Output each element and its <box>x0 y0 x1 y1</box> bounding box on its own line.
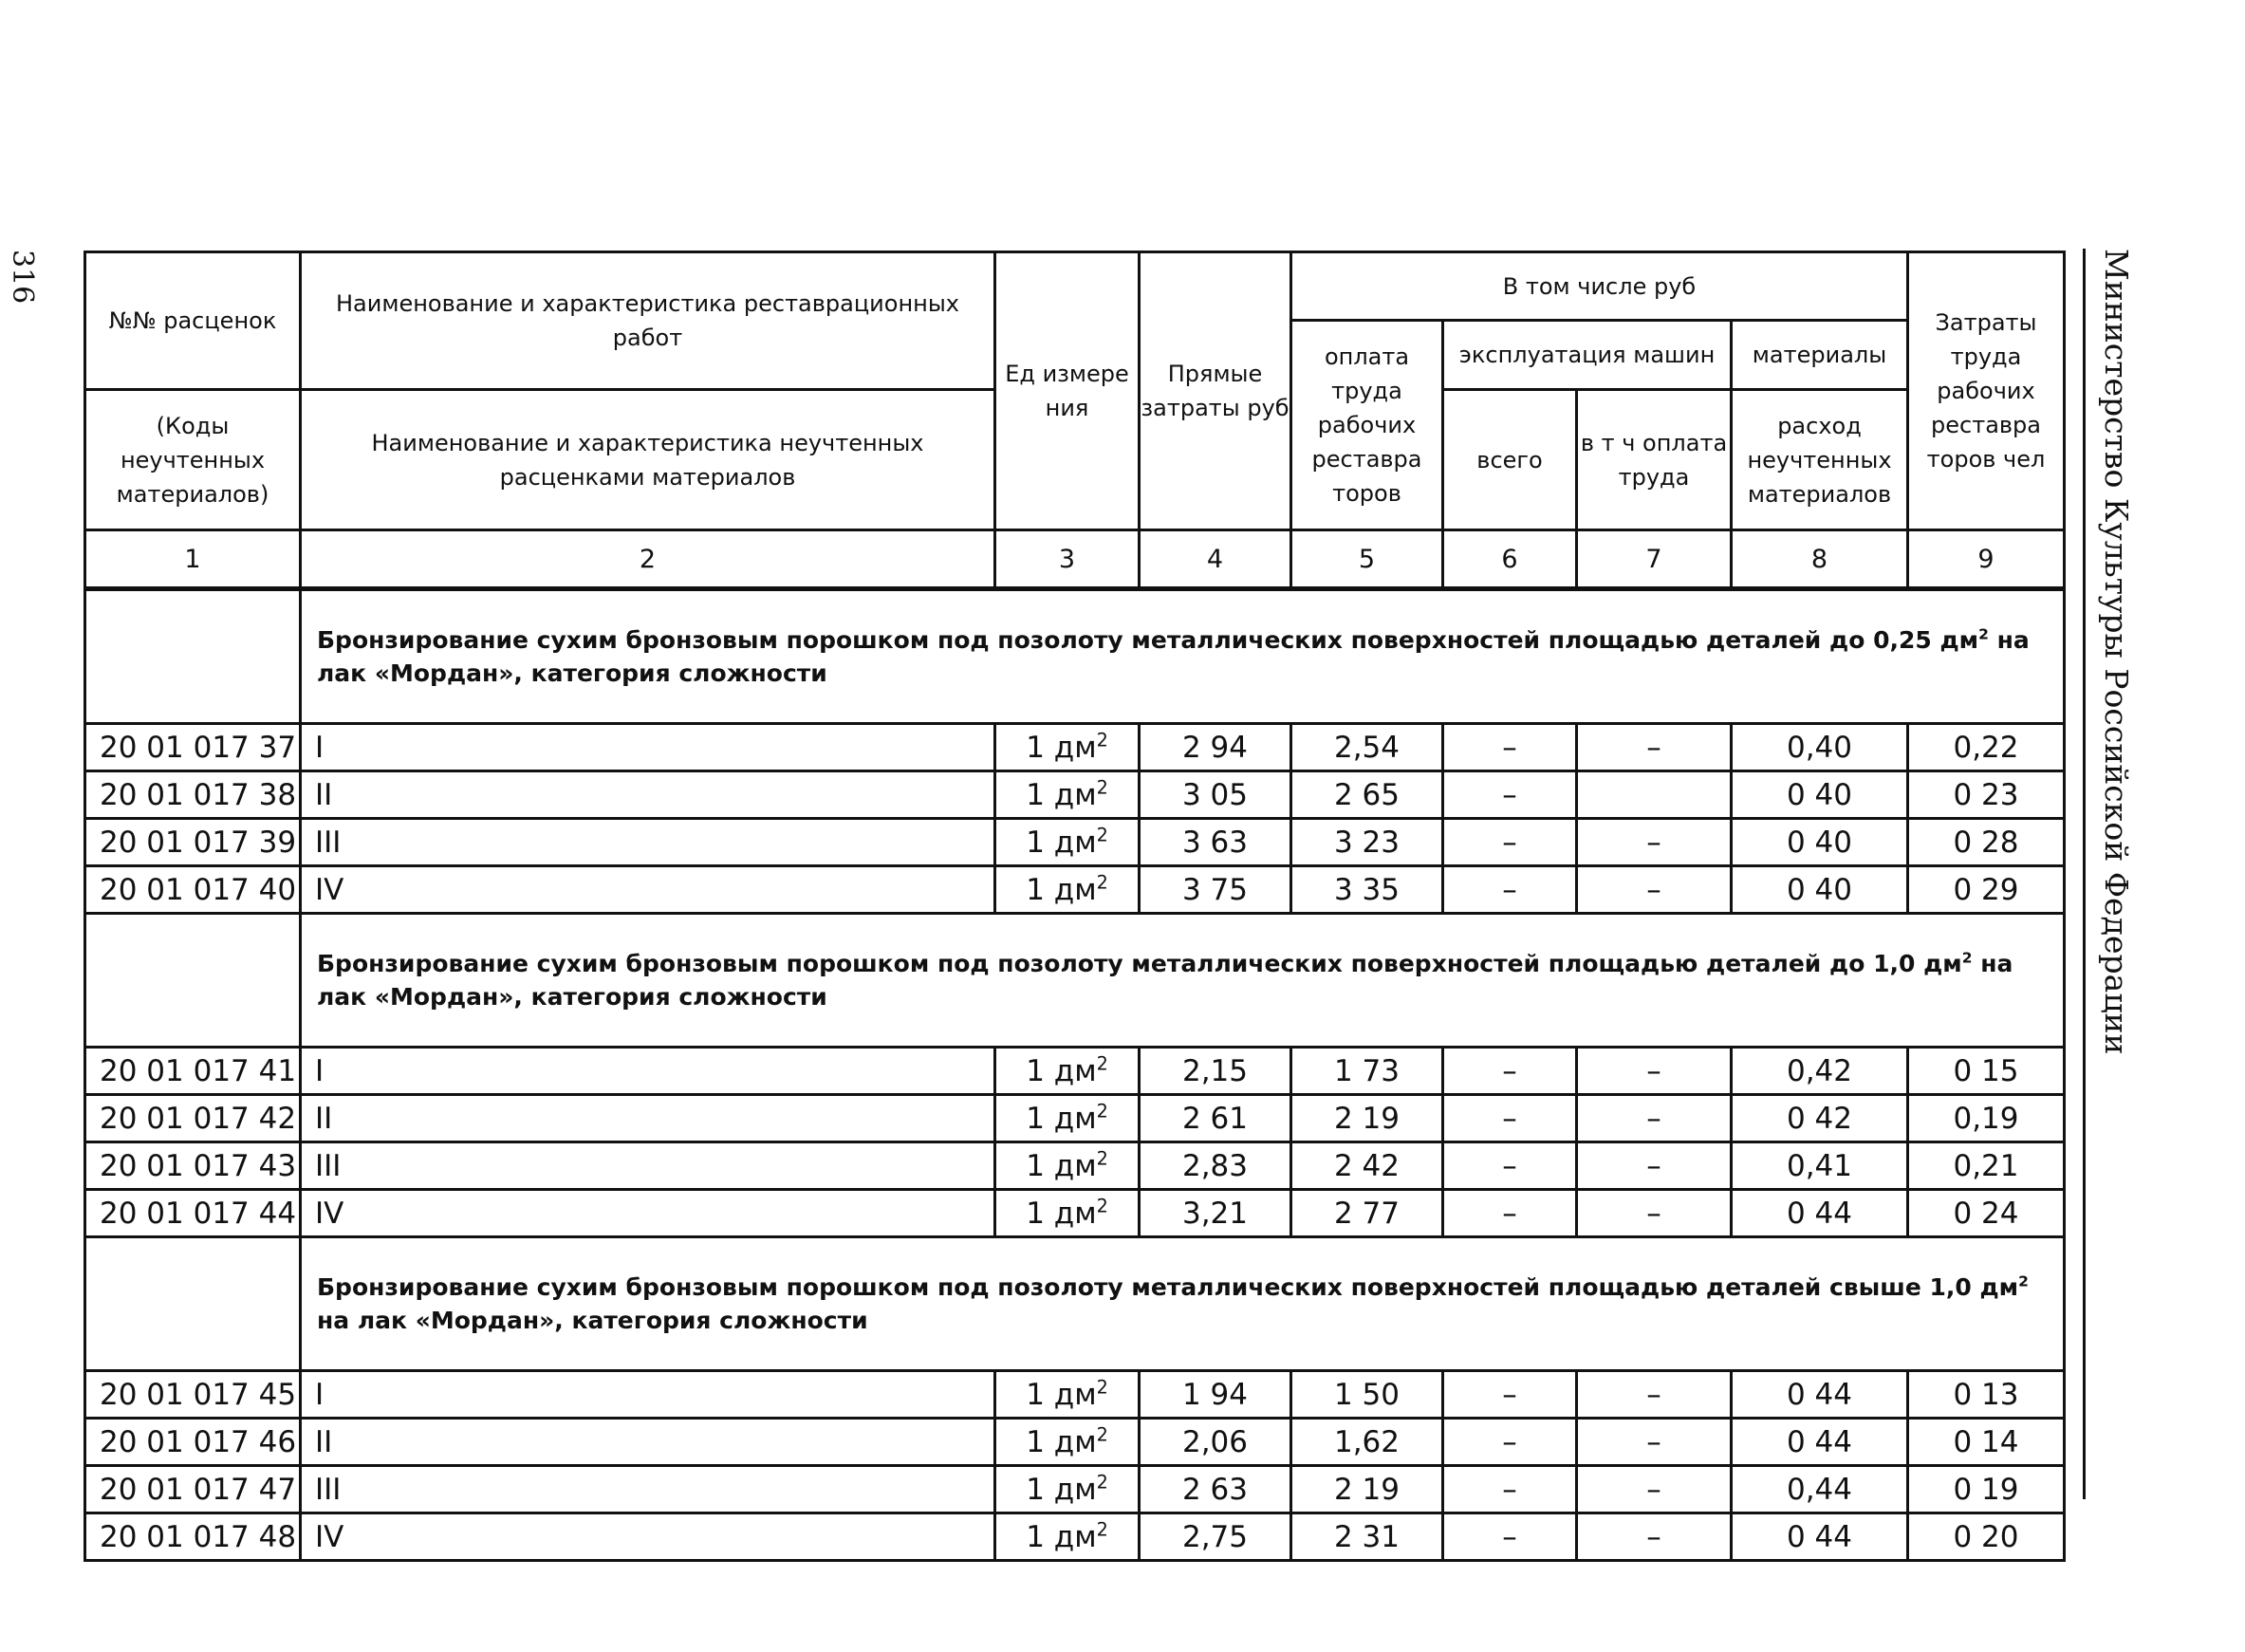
rate-code: 20 01 017 42 <box>85 1095 301 1142</box>
unit-text: 1 дм <box>1026 1519 1097 1554</box>
unit-cell <box>995 819 1140 866</box>
unit-superscript: 2 <box>1096 1052 1108 1075</box>
machines-total: – <box>1443 1048 1577 1095</box>
materials-usage: 0,44 <box>1732 1466 1908 1513</box>
header-machines-total: всего <box>1443 390 1577 530</box>
machines-labor: – <box>1577 1513 1732 1561</box>
labor-pay: 1 50 <box>1291 1371 1443 1419</box>
section-title <box>301 914 2065 1048</box>
rate-code: 20 01 017 44 <box>85 1190 301 1237</box>
unit-text: 1 дм <box>1026 1424 1097 1459</box>
table-row <box>85 819 2065 866</box>
unit-cell <box>995 1371 1140 1419</box>
labor-hours: 0,22 <box>1908 724 2065 771</box>
labor-hours: 0 14 <box>1908 1419 2065 1466</box>
table-row <box>85 1190 2065 1237</box>
section-title-text-end: на лак «Мордан», категория сложности <box>317 1307 868 1334</box>
section-title-text-end: на лак «Мордан», категория сложности <box>317 950 2013 1011</box>
materials-usage: 0,42 <box>1732 1048 1908 1095</box>
machines-total: – <box>1443 866 1577 914</box>
materials-usage: 0 44 <box>1732 1419 1908 1466</box>
section-header-row <box>85 1237 2065 1371</box>
complexity-category: IV <box>301 1513 995 1561</box>
section-title <box>301 1237 2065 1371</box>
table-row <box>85 1513 2065 1561</box>
complexity-category: I <box>301 1048 995 1095</box>
header-labor-pay: оплата труда рабочих реставра торов <box>1291 321 1443 530</box>
unit-text: 1 дм <box>1026 1148 1097 1183</box>
rate-code: 20 01 017 45 <box>85 1371 301 1419</box>
unit-text: 1 дм <box>1026 1101 1097 1136</box>
machines-labor: – <box>1577 819 1732 866</box>
unit-cell <box>995 1095 1140 1142</box>
unit-superscript: 2 <box>1096 824 1108 846</box>
unit-superscript: 2 <box>1096 729 1108 752</box>
table-row <box>85 771 2065 819</box>
unit-cell <box>995 1419 1140 1466</box>
publisher-title: Министерство Культуры Российской Федерации <box>2098 249 2135 1055</box>
section-title <box>301 589 2065 724</box>
materials-usage: 0,41 <box>1732 1142 1908 1190</box>
table-body <box>85 252 2065 1561</box>
table-row <box>85 1048 2065 1095</box>
unit-text: 1 дм <box>1026 1196 1097 1231</box>
machines-total: – <box>1443 1095 1577 1142</box>
complexity-category: III <box>301 1142 995 1190</box>
direct-costs: 3 05 <box>1140 771 1291 819</box>
column-number: 3 <box>995 530 1140 589</box>
section-title-text: Бронзирование сухим бронзовым порошком под позолоту металлических поверхностей площадью деталей до 0,25 дм <box>317 626 1979 654</box>
unit-cell <box>995 724 1140 771</box>
rate-code: 20 01 017 37 <box>85 724 301 771</box>
machines-total: – <box>1443 819 1577 866</box>
section-header-row <box>85 914 2065 1048</box>
header-material-codes: (Коды неучтенных материалов) <box>85 390 301 530</box>
labor-hours: 0 29 <box>1908 866 2065 914</box>
machines-labor <box>1577 771 1732 819</box>
column-number: 1 <box>85 530 301 589</box>
section-empty-cell <box>85 589 301 724</box>
rate-code: 20 01 017 47 <box>85 1466 301 1513</box>
rate-code: 20 01 017 38 <box>85 771 301 819</box>
table-row <box>85 866 2065 914</box>
header-material-name: Наименование и характеристика неучтенных расценками материалов <box>301 390 995 530</box>
section-title-text-end: на лак «Мордан», категория сложности <box>317 626 2030 687</box>
header-row-1 <box>85 252 2065 321</box>
rate-code: 20 01 017 39 <box>85 819 301 866</box>
rate-code: 20 01 017 46 <box>85 1419 301 1466</box>
direct-costs: 3 75 <box>1140 866 1291 914</box>
column-number: 6 <box>1443 530 1577 589</box>
complexity-category: III <box>301 819 995 866</box>
header-labor-hours: Затраты труда рабочих реставра торов чел <box>1908 252 2065 530</box>
column-number: 2 <box>301 530 995 589</box>
complexity-category: I <box>301 1371 995 1419</box>
machines-total: – <box>1443 1371 1577 1419</box>
unit-text: 1 дм <box>1026 872 1097 907</box>
direct-costs: 2 94 <box>1140 724 1291 771</box>
direct-costs: 2,83 <box>1140 1142 1291 1190</box>
labor-pay: 3 23 <box>1291 819 1443 866</box>
materials-usage: 0,40 <box>1732 724 1908 771</box>
table-row <box>85 724 2065 771</box>
complexity-category: I <box>301 724 995 771</box>
header-work-name: Наименование и характеристика реставрационных работ <box>301 252 995 390</box>
unit-text: 1 дм <box>1026 777 1097 812</box>
section-title-text: Бронзирование сухим бронзовым порошком под позолоту металлических поверхностей площадью деталей свыше 1,0 дм <box>317 1273 2019 1301</box>
table-row <box>85 1095 2065 1142</box>
unit-cell <box>995 771 1140 819</box>
rate-code: 20 01 017 48 <box>85 1513 301 1561</box>
unit-superscript: 2 <box>1096 871 1108 894</box>
machines-total: – <box>1443 1419 1577 1466</box>
labor-hours: 0 15 <box>1908 1048 2065 1095</box>
materials-usage: 0 44 <box>1732 1190 1908 1237</box>
labor-hours: 0 20 <box>1908 1513 2065 1561</box>
machines-labor: – <box>1577 866 1732 914</box>
labor-hours: 0,19 <box>1908 1095 2065 1142</box>
materials-usage: 0 44 <box>1732 1371 1908 1419</box>
side-rule <box>2083 249 2086 1499</box>
rates-table <box>83 251 2066 1562</box>
labor-pay: 2 19 <box>1291 1095 1443 1142</box>
section-empty-cell <box>85 914 301 1048</box>
unit-superscript: 2 <box>1096 1471 1108 1494</box>
page-number: 316 <box>6 250 39 305</box>
unit-superscript: 2 <box>1096 1100 1108 1123</box>
materials-usage: 0 40 <box>1732 819 1908 866</box>
column-number: 4 <box>1140 530 1291 589</box>
machines-total: – <box>1443 1466 1577 1513</box>
unit-superscript: 2 <box>1096 1147 1108 1170</box>
unit-cell <box>995 1142 1140 1190</box>
unit-text: 1 дм <box>1026 1377 1097 1412</box>
labor-pay: 2 42 <box>1291 1142 1443 1190</box>
column-number: 8 <box>1732 530 1908 589</box>
labor-hours: 0 23 <box>1908 771 2065 819</box>
machines-labor: – <box>1577 724 1732 771</box>
materials-usage: 0 42 <box>1732 1095 1908 1142</box>
labor-pay: 2 77 <box>1291 1190 1443 1237</box>
materials-usage: 0 44 <box>1732 1513 1908 1561</box>
header-direct-costs: Прямые затраты руб <box>1140 252 1291 530</box>
section-title-text: Бронзирование сухим бронзовым порошком под позолоту металлических поверхностей площадью деталей до 1,0 дм <box>317 950 1962 977</box>
labor-pay: 1 73 <box>1291 1048 1443 1095</box>
machines-labor: – <box>1577 1190 1732 1237</box>
direct-costs: 2,75 <box>1140 1513 1291 1561</box>
labor-hours: 0 13 <box>1908 1371 2065 1419</box>
labor-pay: 3 35 <box>1291 866 1443 914</box>
labor-hours: 0,21 <box>1908 1142 2065 1190</box>
complexity-category: II <box>301 771 995 819</box>
unit-superscript: 2 <box>1096 1518 1108 1541</box>
header-materials: материалы <box>1732 321 1908 390</box>
table-row <box>85 1371 2065 1419</box>
machines-total: – <box>1443 1513 1577 1561</box>
header-codes: №№ расценок <box>85 252 301 390</box>
table-row <box>85 1466 2065 1513</box>
unit-text: 1 дм <box>1026 1472 1097 1507</box>
labor-pay: 2 65 <box>1291 771 1443 819</box>
machines-labor: – <box>1577 1142 1732 1190</box>
section-empty-cell <box>85 1237 301 1371</box>
header-machines: эксплуатация машин <box>1443 321 1732 390</box>
unit-cell <box>995 1513 1140 1561</box>
section-title-superscript: 2 <box>1961 949 1973 967</box>
machines-labor: – <box>1577 1419 1732 1466</box>
complexity-category: IV <box>301 1190 995 1237</box>
complexity-category: IV <box>301 866 995 914</box>
direct-costs: 3 63 <box>1140 819 1291 866</box>
direct-costs: 1 94 <box>1140 1371 1291 1419</box>
header-unit: Ед измере ния <box>995 252 1140 530</box>
labor-hours: 0 28 <box>1908 819 2065 866</box>
labor-pay: 2 19 <box>1291 1466 1443 1513</box>
header-machines-labor: в т ч оплата труда <box>1577 390 1732 530</box>
machines-total: – <box>1443 724 1577 771</box>
unit-text: 1 дм <box>1026 1053 1097 1088</box>
labor-hours: 0 19 <box>1908 1466 2065 1513</box>
complexity-category: II <box>301 1095 995 1142</box>
column-number: 9 <box>1908 530 2065 589</box>
unit-superscript: 2 <box>1096 1423 1108 1446</box>
direct-costs: 3,21 <box>1140 1190 1291 1237</box>
machines-labor: – <box>1577 1048 1732 1095</box>
machines-labor: – <box>1577 1095 1732 1142</box>
unit-superscript: 2 <box>1096 1195 1108 1217</box>
direct-costs: 2 63 <box>1140 1466 1291 1513</box>
header-including: В том числе руб <box>1291 252 1908 321</box>
materials-usage: 0 40 <box>1732 866 1908 914</box>
materials-usage: 0 40 <box>1732 771 1908 819</box>
unit-text: 1 дм <box>1026 730 1097 765</box>
direct-costs: 2,15 <box>1140 1048 1291 1095</box>
machines-labor: – <box>1577 1371 1732 1419</box>
column-number: 7 <box>1577 530 1732 589</box>
rate-code: 20 01 017 43 <box>85 1142 301 1190</box>
rate-code: 20 01 017 41 <box>85 1048 301 1095</box>
machines-total: – <box>1443 1142 1577 1190</box>
unit-superscript: 2 <box>1096 776 1108 799</box>
unit-cell <box>995 1466 1140 1513</box>
section-title-superscript: 2 <box>2018 1272 2029 1290</box>
table-row <box>85 1419 2065 1466</box>
complexity-category: III <box>301 1466 995 1513</box>
unit-cell <box>995 1190 1140 1237</box>
direct-costs: 2 61 <box>1140 1095 1291 1142</box>
unit-cell <box>995 866 1140 914</box>
section-title-superscript: 2 <box>1978 625 1989 643</box>
table-row <box>85 1142 2065 1190</box>
header-materials-usage: расход неучтенных материалов <box>1732 390 1908 530</box>
complexity-category: II <box>301 1419 995 1466</box>
labor-hours: 0 24 <box>1908 1190 2065 1237</box>
column-numbers-row <box>85 530 2065 589</box>
unit-cell <box>995 1048 1140 1095</box>
labor-pay: 1,62 <box>1291 1419 1443 1466</box>
labor-pay: 2 31 <box>1291 1513 1443 1561</box>
column-number: 5 <box>1291 530 1443 589</box>
labor-pay: 2,54 <box>1291 724 1443 771</box>
machines-total: – <box>1443 1190 1577 1237</box>
machines-labor: – <box>1577 1466 1732 1513</box>
unit-text: 1 дм <box>1026 825 1097 860</box>
rate-code: 20 01 017 40 <box>85 866 301 914</box>
direct-costs: 2,06 <box>1140 1419 1291 1466</box>
section-header-row <box>85 589 2065 724</box>
machines-total: – <box>1443 771 1577 819</box>
unit-superscript: 2 <box>1096 1376 1108 1399</box>
